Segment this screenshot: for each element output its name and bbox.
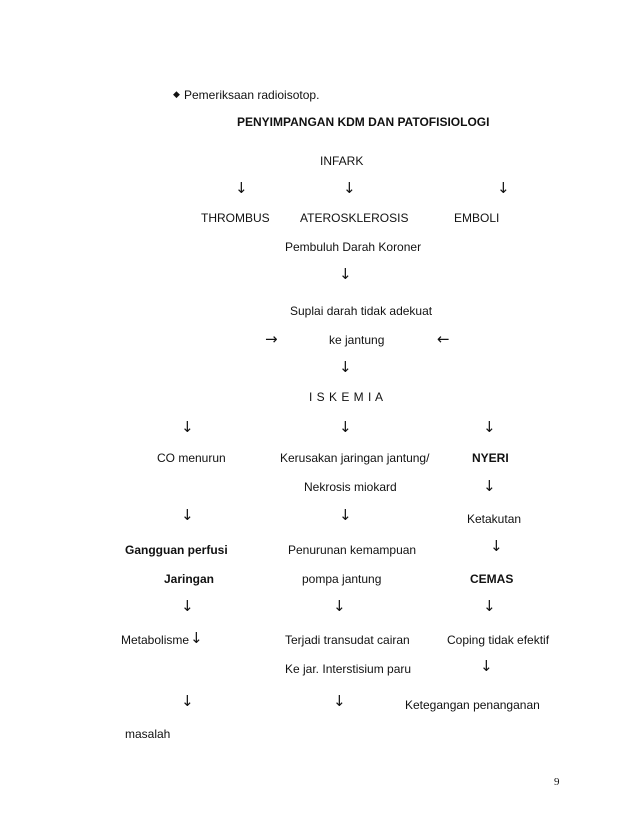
down-arrow-icon: ↓ xyxy=(339,265,352,283)
down-arrow-icon: ↓ xyxy=(343,179,356,197)
down-arrow-icon: ↓ xyxy=(333,597,346,615)
node-transudat: Terjadi transudat cairan xyxy=(285,633,410,647)
left-arrow-icon: ← xyxy=(437,330,450,348)
node-masalah: masalah xyxy=(125,727,171,741)
down-arrow-icon: ↓ xyxy=(181,597,194,615)
node-gangguan-perfusi: Gangguan perfusi xyxy=(125,543,228,557)
down-arrow-icon: ↓ xyxy=(339,418,352,436)
node-interstisium: Ke jar. Interstisium paru xyxy=(285,662,412,676)
down-arrow-icon: ↓ xyxy=(181,506,194,524)
down-arrow-icon: ↓ xyxy=(483,597,496,615)
node-thrombus: THROMBUS xyxy=(201,211,270,225)
down-arrow-icon: ↓ xyxy=(483,477,496,495)
node-coping: Coping tidak efektif xyxy=(447,633,550,647)
node-aterosklerosis: ATEROSKLEROSIS xyxy=(300,211,409,225)
node-iskemia: I S K E M I A xyxy=(309,390,384,404)
node-co-menurun: CO menurun xyxy=(157,451,226,465)
node-pompa-jantung: pompa jantung xyxy=(302,572,382,586)
down-arrow-icon: ↓ xyxy=(490,537,503,555)
node-cemas: CEMAS xyxy=(470,572,514,586)
down-arrow-icon: ↓ xyxy=(333,692,346,710)
node-pembuluh-darah: Pembuluh Darah Koroner xyxy=(285,240,422,254)
bullet-text: Pemeriksaan radioisotop. xyxy=(184,88,320,102)
node-nyeri: NYERI xyxy=(472,451,509,465)
down-arrow-icon: ↓ xyxy=(181,418,194,436)
right-arrow-icon: → xyxy=(265,330,278,348)
down-arrow-icon: ↓ xyxy=(190,629,203,647)
page-number: 9 xyxy=(554,776,560,788)
node-ketakutan: Ketakutan xyxy=(467,512,522,526)
node-jaringan: Jaringan xyxy=(164,572,215,586)
node-ketegangan: Ketegangan penanganan xyxy=(405,698,540,712)
node-kerusakan-jaringan: Kerusakan jaringan jantung/ xyxy=(280,451,430,465)
down-arrow-icon: ↓ xyxy=(483,418,496,436)
down-arrow-icon: ↓ xyxy=(497,179,510,197)
down-arrow-icon: ↓ xyxy=(339,506,352,524)
down-arrow-icon: ↓ xyxy=(480,657,493,675)
down-arrow-icon: ↓ xyxy=(181,692,194,710)
diamond-bullet-icon: ◆ xyxy=(173,90,180,100)
section-heading: PENYIMPANGAN KDM DAN PATOFISIOLOGI xyxy=(237,115,490,129)
node-ke-jantung: ke jantung xyxy=(329,333,385,347)
node-infark: INFARK xyxy=(320,154,364,168)
down-arrow-icon: ↓ xyxy=(339,358,352,376)
down-arrow-icon: ↓ xyxy=(235,179,248,197)
node-emboli: EMBOLI xyxy=(454,211,500,225)
node-metabolisme: Metabolisme xyxy=(121,633,190,647)
node-nekrosis: Nekrosis miokard xyxy=(304,480,397,494)
node-suplai-darah: Suplai darah tidak adekuat xyxy=(290,304,433,318)
node-penurunan-kemampuan: Penurunan kemampuan xyxy=(288,543,417,557)
